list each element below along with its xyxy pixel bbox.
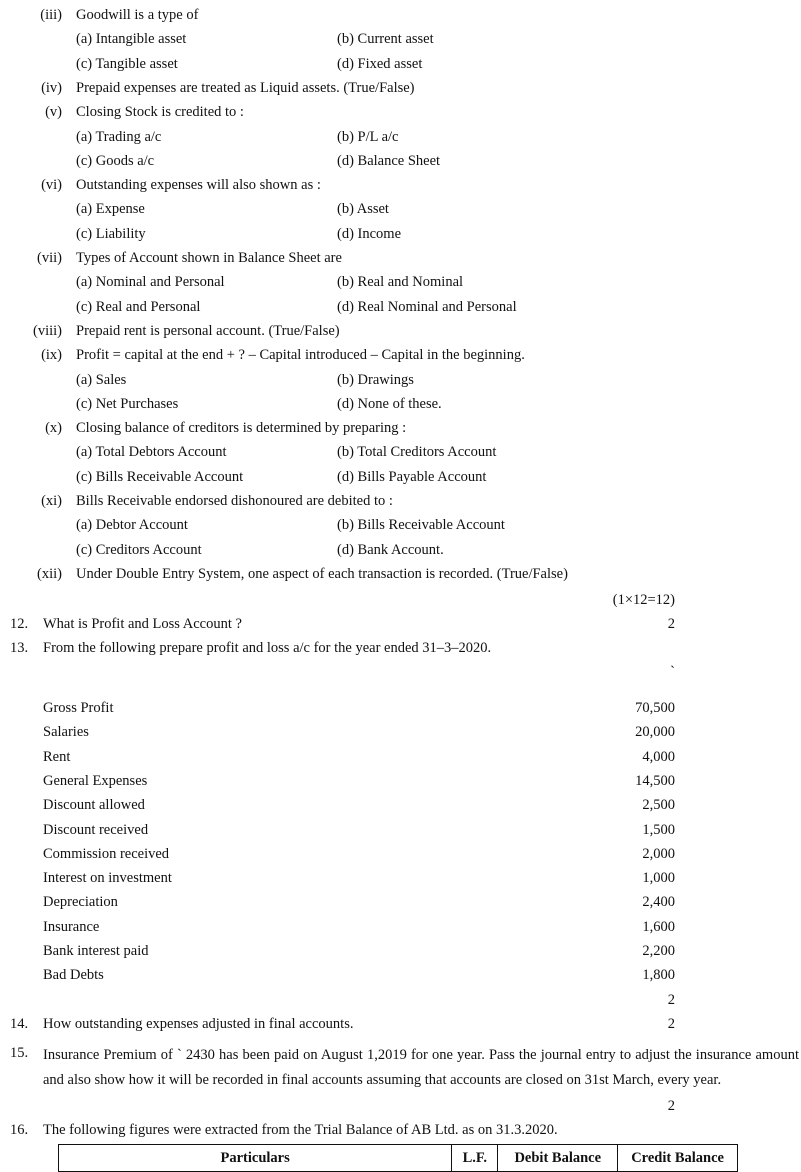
col-particulars: Particulars [59, 1145, 452, 1172]
col-lf: L.F. [452, 1145, 498, 1172]
account-amount: 70,500 [635, 700, 675, 716]
mcq-option: (b) Drawings [337, 371, 414, 388]
account-amount: 2,000 [642, 845, 675, 862]
account-amount: 2,400 [642, 894, 675, 911]
mcq-stem: Types of Account shown in Balance Sheet are [76, 250, 342, 266]
mcq-stem: Closing balance of creditors is determined by preparing : [76, 420, 407, 437]
mcq-option: (b) Total Creditors Account [337, 444, 497, 461]
mcq-option: (a) Debtor Account [76, 517, 188, 534]
account-row [0, 698, 801, 718]
mcq-option: (b) P/L a/c [337, 128, 399, 145]
mcq-stem: Outstanding expenses will also shown as : [76, 177, 321, 194]
mcq-number: (ix) [41, 347, 62, 364]
account-row [0, 771, 801, 791]
account-row [0, 892, 801, 912]
mcq-stem: Closing Stock is credited to : [76, 104, 244, 121]
account-amount: 4,000 [642, 748, 675, 765]
mcq-number: (x) [45, 420, 62, 437]
mcq-option: (c) Goods a/c [76, 152, 155, 169]
mcq-option: (d) Balance Sheet [337, 152, 441, 169]
mcq-number: (vi) [41, 177, 62, 194]
mcq-option: (b) Asset [337, 201, 389, 218]
account-name: Commission received [43, 845, 170, 862]
currency-symbol: ` [670, 664, 675, 680]
account-name: Rent [43, 748, 71, 765]
mcq-option: (c) Tangible asset [76, 55, 178, 72]
question-text: What is Profit and Loss Account ? [43, 616, 242, 632]
account-amount: 2,500 [642, 797, 675, 814]
mcq-stem: Under Double Entry System, one aspect of each transaction is recorded. (True/False) [76, 565, 568, 582]
mcq-option: (c) Creditors Account [76, 541, 202, 558]
account-amount: 1,800 [642, 967, 675, 984]
mcq-option: (a) Intangible asset [76, 31, 187, 48]
account-name: General Expenses [43, 772, 148, 789]
question-text: The following figures were extracted from the Trial Balance of AB Ltd. as on 31.3.2020. [43, 1122, 558, 1138]
account-row [0, 917, 801, 937]
account-amount: 2,200 [642, 943, 675, 959]
mcq-number: (iii) [40, 7, 62, 23]
question-number: 16. [10, 1122, 29, 1138]
account-name: Discount allowed [43, 797, 145, 814]
account-row [0, 722, 801, 742]
mcq-option: (d) Real Nominal and Personal [337, 298, 517, 315]
question-marks: 2 [667, 992, 675, 1008]
mcq-option: (c) Net Purchases [76, 395, 179, 412]
mcq-option: (a) Sales [76, 371, 127, 388]
question-marks: 2 [667, 1016, 675, 1032]
mcq-option: (d) Income [337, 225, 402, 242]
account-row [0, 795, 801, 815]
table-header-row [59, 1145, 738, 1172]
mcq-stem: Bills Receivable endorsed dishonoured are debited to : [76, 493, 393, 509]
account-name: Depreciation [43, 894, 118, 911]
mcq-stem: Prepaid expenses are treated as Liquid assets. (True/False) [76, 79, 415, 96]
question-number: 14. [10, 1016, 29, 1032]
account-row [0, 941, 801, 961]
mcq-option: (d) None of these. [337, 395, 442, 412]
account-name: Bank interest paid [43, 943, 149, 959]
mcq-option: (a) Total Debtors Account [76, 444, 227, 461]
account-name: Gross Profit [43, 700, 114, 716]
mcq-number: (vii) [37, 250, 62, 266]
mcq-stem: Goodwill is a type of [76, 7, 199, 23]
mcq-option: (a) Trading a/c [76, 128, 162, 145]
question-number: 13. [10, 640, 29, 656]
account-amount: 14,500 [635, 772, 675, 789]
mcq-option: (a) Expense [76, 201, 145, 218]
question-number: 12. [10, 616, 29, 632]
mcq-option: (b) Current asset [337, 31, 434, 48]
account-name: Interest on investment [43, 870, 172, 887]
account-name: Discount received [43, 821, 149, 838]
mcq-option: (c) Bills Receivable Account [76, 468, 244, 485]
trial-balance-table [58, 1144, 738, 1172]
mcq-option: (d) Bills Payable Account [337, 468, 487, 485]
mcq-number: (xi) [41, 493, 62, 509]
account-amount: 20,000 [635, 724, 675, 741]
mcq-option: (c) Real and Personal [76, 298, 201, 315]
question-number: 15. [10, 1045, 29, 1061]
mcq-number: (viii) [33, 322, 62, 339]
mcq-marks-line [0, 590, 801, 610]
mcq-number: (xii) [37, 565, 62, 582]
account-amount: 1,500 [642, 821, 675, 838]
mcq-option: (a) Nominal and Personal [76, 274, 225, 291]
question-marks: 2 [667, 1098, 675, 1114]
question-text: From the following prepare profit and loss a/c for the year ended 31–3–2020. [43, 640, 492, 656]
mcq-number: (v) [45, 104, 62, 121]
question-text: Insurance Premium of ` 2430 has been paid on August 1,2019 for one year. Pass the journal entry to adjust the insurance amount and also show how it will be recorded in final accounts assuming that accounts are closed on 31st March, every year. [43, 1047, 799, 1088]
mcq-stem: Prepaid rent is personal account. (True/False) [76, 322, 340, 339]
question-text: How outstanding expenses adjusted in final accounts. [43, 1016, 354, 1032]
account-row [0, 747, 801, 767]
mcq-option: (d) Fixed asset [337, 55, 423, 72]
account-row [0, 965, 801, 985]
account-name: Insurance [43, 918, 100, 935]
mcq-option: (b) Real and Nominal [337, 274, 464, 291]
account-name: Bad Debts [43, 967, 104, 984]
mcq-option: (c) Liability [76, 225, 146, 242]
question-marks: 2 [667, 616, 675, 632]
mcq-option: (d) Bank Account. [337, 541, 444, 558]
account-row [0, 820, 801, 840]
col-debit: Debit Balance [498, 1145, 618, 1172]
mcq-option: (b) Bills Receivable Account [337, 517, 505, 534]
col-credit: Credit Balance [618, 1145, 738, 1172]
mcq-marks: (1×12=12) [612, 592, 675, 608]
mcq-stem: Profit = capital at the end + ? – Capital introduced – Capital in the beginning. [76, 347, 525, 364]
mcq-number: (iv) [41, 79, 62, 96]
account-amount: 1,600 [642, 918, 675, 935]
account-row [0, 844, 801, 864]
account-amount: 1,000 [642, 870, 675, 887]
account-name: Salaries [43, 724, 89, 741]
account-row [0, 868, 801, 888]
